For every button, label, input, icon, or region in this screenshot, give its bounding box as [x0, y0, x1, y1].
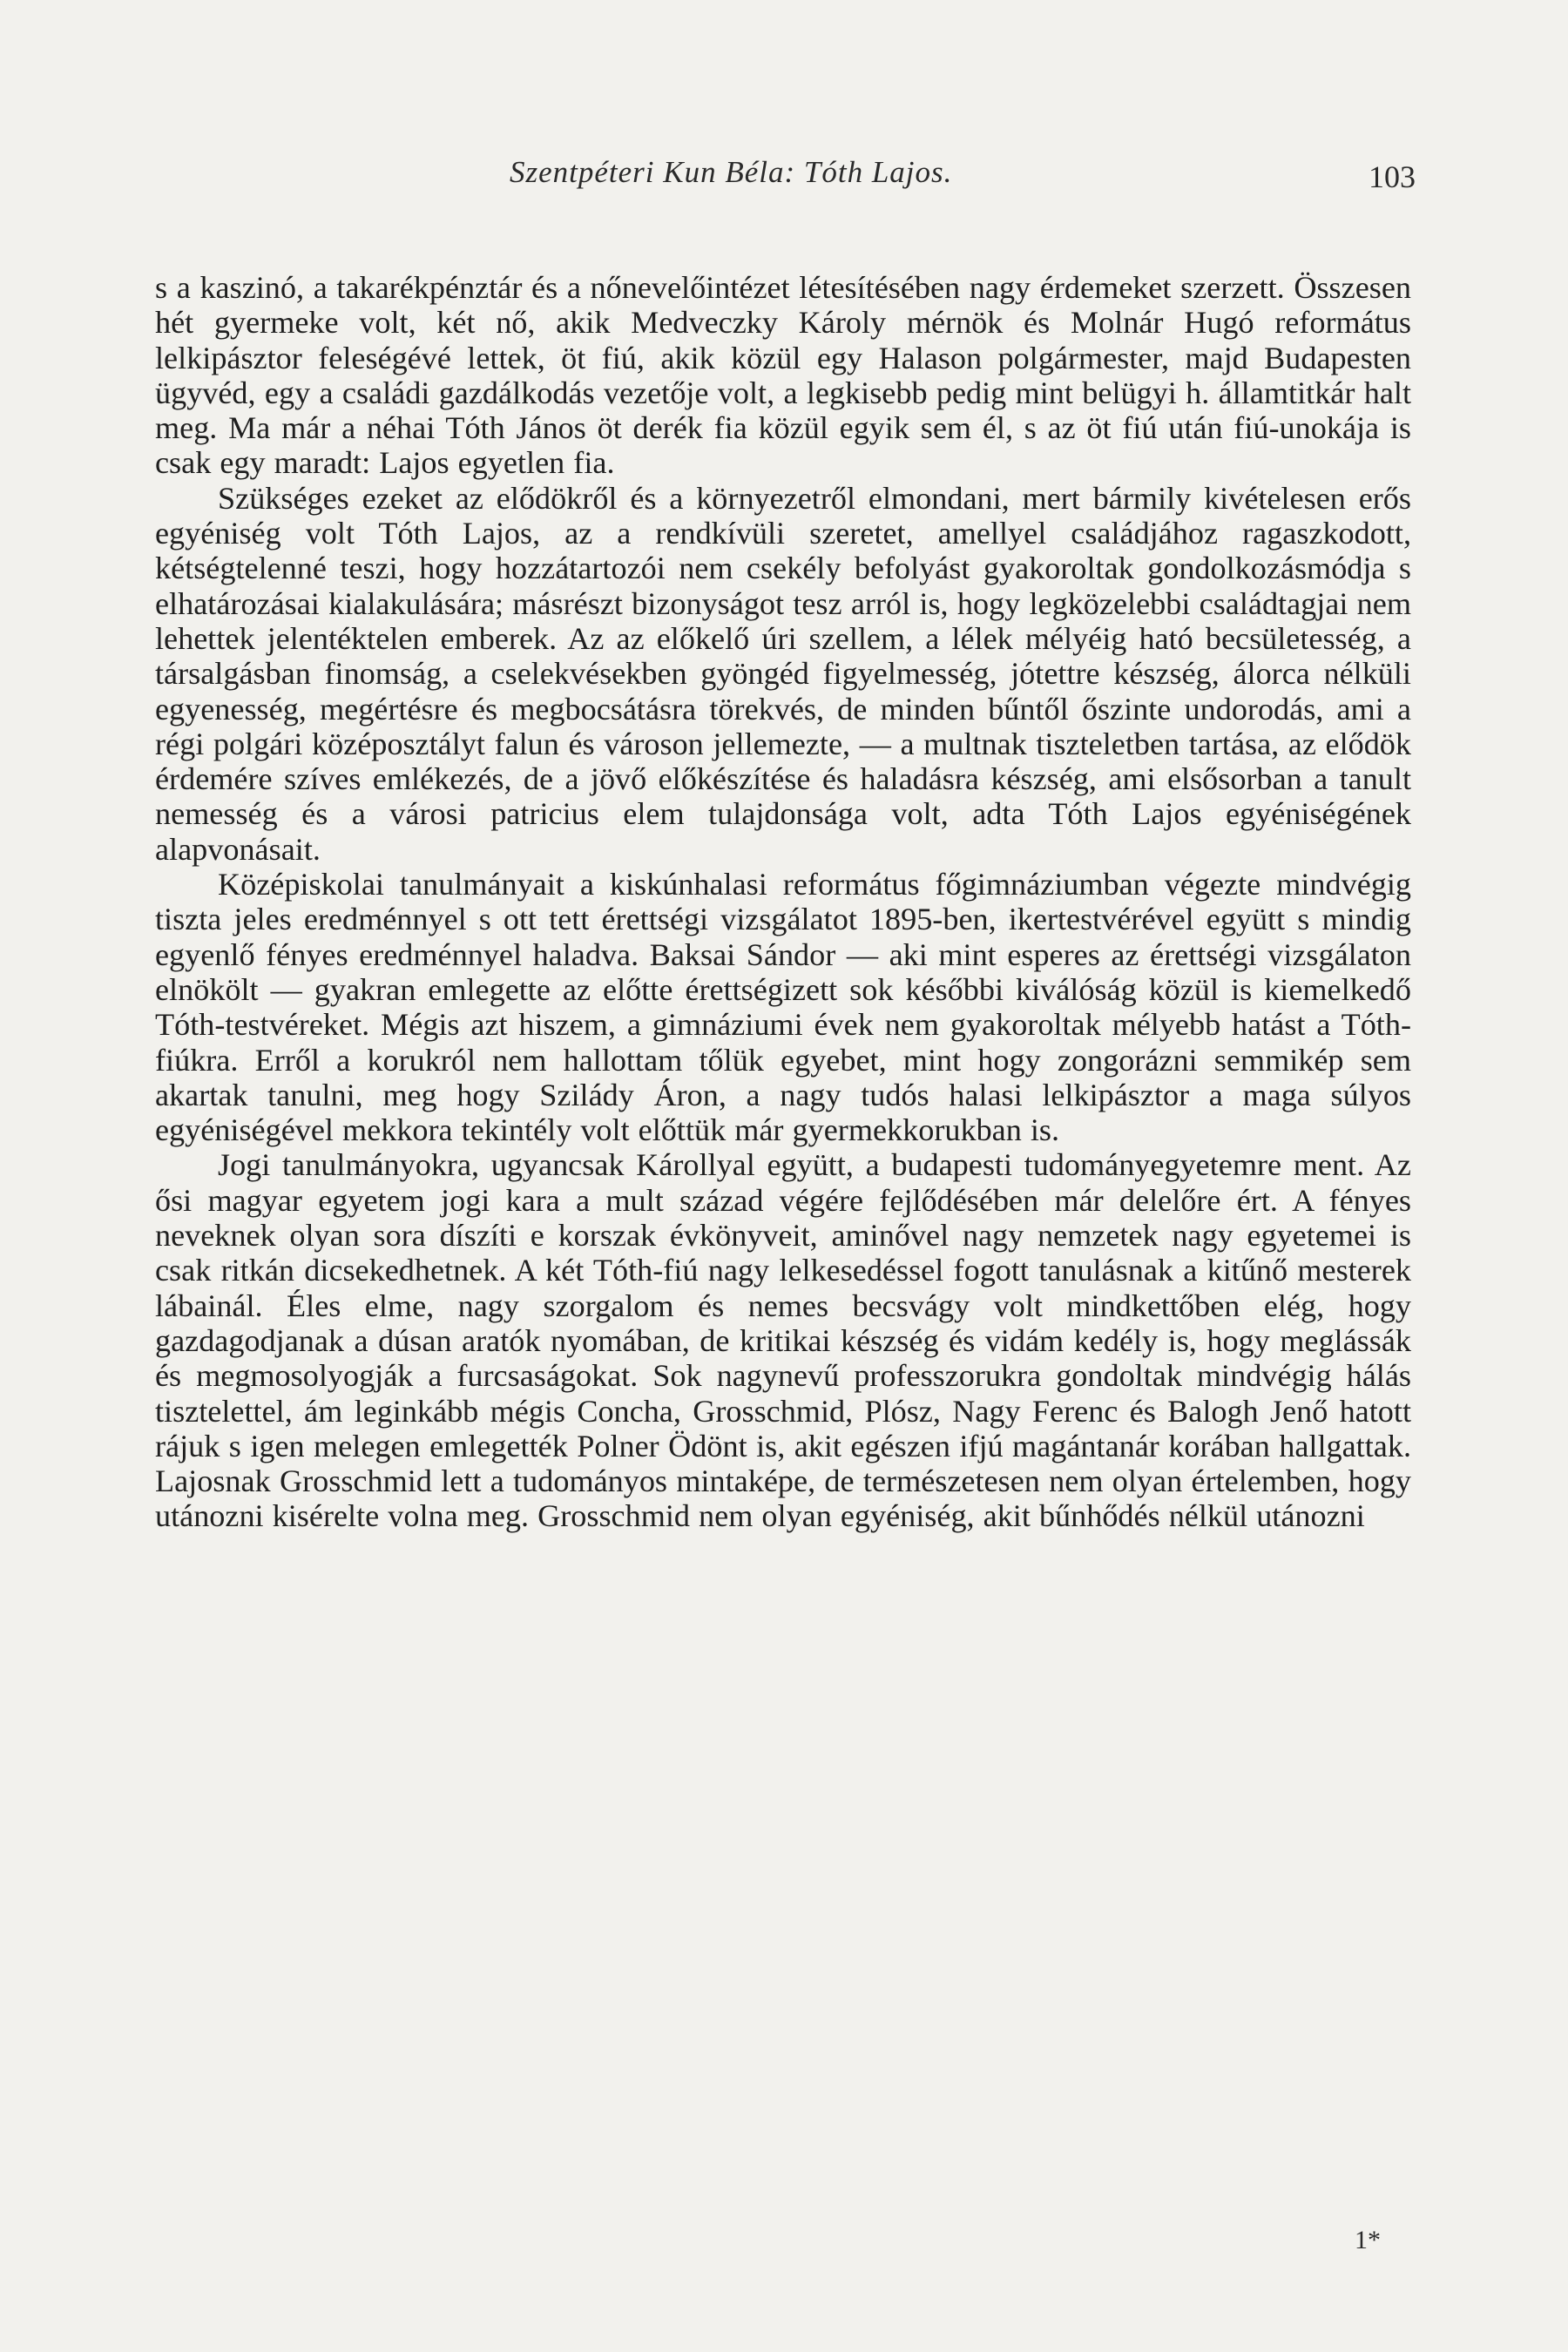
running-head-title: Szentpéteri Kun Béla: Tóth Lajos. — [510, 155, 953, 189]
body-text — [155, 270, 1411, 1534]
signature-mark: 1* — [1355, 2226, 1381, 2254]
page-number: 103 — [1369, 159, 1416, 194]
paragraph-2: Szükséges ezeket az elődökről és a környezetről elmondani, mert bármily kivételesen erős egyéniség volt Tóth Lajos, az a rendkívüli szeretet, amellyel családjához ragaszkodott, kétségtelenné teszi, hogy hozzátartozói nem csekély befolyást gyakoroltak gondolkozásmódja s elhatározásai kialakulására; másrészt bizonyságot tesz arról is, hogy legközelebbi családtagjai nem lehettek jelentéktelen emberek. Az az előkelő úri szellem, a lélek mélyéig ható becsületesség, a társalgásban finomság, a cselekvésekben gyöngéd figyelmesség, jótettre készség, álorca nélküli egyenesség, megértésre és megbocsátásra törekvés, de minden bűntől őszinte undorodás, ami a régi polgári középosztályt falun és városon jellemezte, — a multnak tiszteletben tartása, az elődök érdemére szíves emlékezés, de a jövő előkészítése és haladásra készség, ami elsősorban a tanult nemesség és a városi patricius elem tulajdonsága volt, adta Tóth Lajos egyéniségének alapvonásait. — [155, 480, 1411, 867]
paragraph-1: s a kaszinó, a takarékpénztár és a nőnevelőintézet létesítésében nagy érdemeket szerzett. Összesen hét gyermeke volt, két nő, akik Medveczky Károly mérnök és Molnár Hugó református lelkipásztor feleségévé lettek, öt fiú, akik közül egy Halason polgármester, majd Budapesten ügyvéd, egy a családi gazdálkodás vezetője volt, a legkisebb pedig mint belügyi h. államtitkár halt meg. Ma már a néhai Tóth János öt derék fia közül egyik sem él, s az öt fiú után fiú-unokája is csak egy maradt: Lajos egyetlen fia. — [155, 270, 1411, 481]
running-head — [144, 155, 1416, 207]
paragraph-3: Középiskolai tanulmányait a kiskúnhalasi református főgimnáziumban végezte mindvégig tiszta jeles eredménnyel s ott tett érettségi vizsgálatot 1895-ben, ikertestvérével együtt s mindig egyenlő fényes eredménnyel haladva. Baksai Sándor — aki mint esperes az érettségi vizsgálaton elnökölt — gyakran emlegette az előtte érettségizett sok későbbi kiválóság közül is kiemelkedő Tóth-testvéreket. Mégis azt hiszem, a gimnáziumi évek nem gyakoroltak mélyebb hatást a Tóth-fiúkra. Erről a korukról nem hallottam tőlük egyebet, mint hogy zongorázni semmikép sem akartak tanulni, meg hogy Szilády Áron, a nagy tudós halasi lelkipásztor a maga súlyos egyéniségével mekkora tekintély volt előttük már gyermekkorukban is. — [155, 867, 1411, 1148]
paragraph-4: Jogi tanulmányokra, ugyancsak Károllyal együtt, a budapesti tudományegyetemre ment. Az ősi magyar egyetem jogi kara a mult század végére fejlődésében már delelőre ért. A fényes neveknek olyan sora díszíti e korszak évkönyveit, aminővel nagy nemzetek nagy egyetemei is csak ritkán dicsekedhetnek. A két Tóth-fiú nagy lelkesedéssel fogott tanulásnak a kitűnő mesterek lábainál. Éles elme, nagy szorgalom és nemes becsvágy volt mindkettőben elég, hogy gazdagodjanak a dúsan aratók nyomában, de kritikai készség és vidám kedély is, hogy meglássák és megmosolyogják a furcsaságokat. Sok nagynevű professzorukra gondoltak mindvégig hálás tisztelettel, ám leginkább mégis Concha, Grosschmid, Plósz, Nagy Ferenc és Balogh Jenő hatott rájuk s igen melegen emlegették Polner Ödönt is, akit egészen ifjú magántanár korában hallgattak. Lajosnak Grosschmid lett a tudományos mintaképe, de természetesen nem olyan értelemben, hogy utánozni kisérelte volna meg. Grosschmid nem olyan egyéniség, akit bűnhődés nélkül utánozni — [155, 1147, 1411, 1534]
